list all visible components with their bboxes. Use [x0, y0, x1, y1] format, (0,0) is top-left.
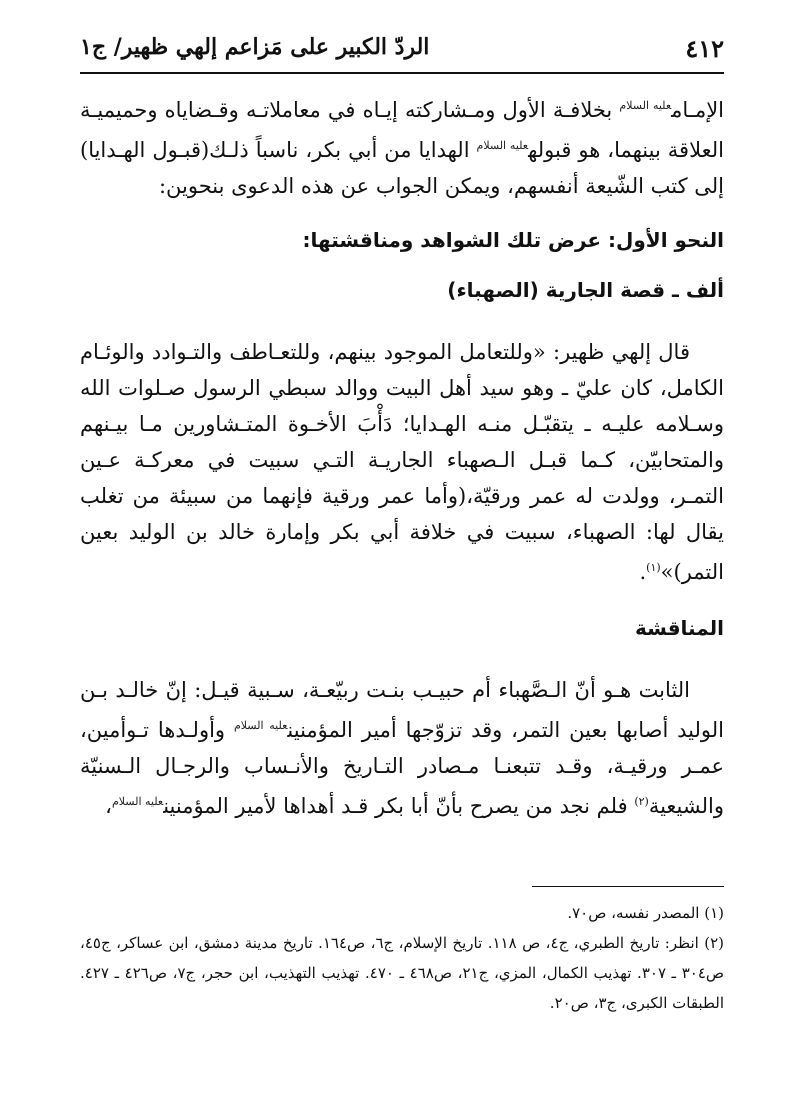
subheading-slave-girl-story — [80, 272, 724, 308]
page-header — [80, 30, 724, 74]
footnote-divider — [532, 886, 724, 887]
heading1-main: النحو الأول — [616, 228, 724, 252]
heading2-main: ألف ـ قصة الجارية — [545, 278, 724, 302]
heading1-rest: : عرض تلك الشواهد ومناقشتها: — [302, 228, 617, 252]
body-text — [80, 88, 724, 824]
answer-text-1: الثابت هـو أنّ الـصَّهباء أم حبيـب بنـت ربيّعـة، سـبية قيـل: إنّ خالـد بـن الوليد أصابها بعين التمر، وقد تزوّجها أمير المؤمنين — [80, 678, 724, 742]
intro-text-2: بخلافـة الأول ومـشاركته إيـاه في معاملاتـه وقـضاياه وحميميـة العلاقة بينهما، هو قبوله — [80, 98, 724, 162]
honorific-icon: عليه السلام — [111, 795, 164, 808]
section-heading-first-approach — [80, 222, 724, 258]
quote-text: قال إلهي ظهير: «وللتعامل الموجود بينهم، وللتعـاطف والتـوادد والوئـام الكامل، كان عليّ ـ وهو سيد أهل البيت ووالد سبطي الرسول صـلوات الله وسـلامه عليـه ـ يتقبّـل منـه الهـدايا؛ دَأْبَ الأخـوة المتـشاورين مـا بيـنهم والمتحابيّن، كـما قبـل الـصهباء الجاريـة التـي سبيت في معركـة عـين التمـر، وولدت له عمر ورقيّة،(وأما عمر ورقية فإنهما من سبيئة من تغلب يقال لها: الصهباء، سبيت في خلافة أبي بكر وإمارة خالد بن الوليد بعين التمر)» — [80, 340, 724, 584]
honorific-icon: عليه السلام — [476, 139, 529, 152]
heading2-paren: (الصهباء) — [447, 278, 546, 302]
footnote-ref-1[interactable]: (١) — [646, 561, 661, 574]
footnotes — [80, 898, 724, 1018]
page-number: ٤١٢ — [685, 34, 724, 63]
honorific-icon: عليه السلام — [619, 99, 672, 112]
answer-text-2: وأولـدها تـوأمين، عمـر ورقيـة، وقـد تتبعنـا مـصادر التـاريخ والأنـساب والرجـال الـسنيّة والشيعية — [80, 718, 724, 818]
answer-text-3: فلم نجد من يصرح بأنّ أبا بكر قـد أهداها لأمير المؤمنين — [163, 794, 635, 818]
intro-text-1: الإمـام — [671, 98, 724, 122]
paragraph-quote: قال إلهي ظهير: «وللتعامل الموجود بينهم، وللتعـاطف والتـوادد والوئـام الكامل، كان عليّ ـ وهو سيد أهل البيت ووالد سبطي الرسول صـلوات الله وسـلامه عليـه ـ يتقبّـل منـه الهـدايا؛ دَأْبَ الأخـوة المتـشاورين مـا بيـنهم والمتحابيّن، كـما قبـل الـصهباء الجاريـة التـي سبيت في معركـة عـين التمـر، وولدت له عمر ورقيّة،(وأما عمر ورقية فإنهما من سبيئة من تغلب يقال لها: الصهباء، سبيت في خلافة أبي بكر وإمارة خالد بن الوليد بعين التمر)»$^{(١)}$. — [80, 340, 724, 584]
footnote-2: (٢) انظر: تاريخ الطبري، ج٤، ص ١١٨. تاريخ الإسلام، ج٦، ص١٦٤. تاريخ مدينة دمشق، ابن عساكر، ج٤٥، ص٣٠٤ ـ ٣٠٧. تهذيب الكمال، المزي، ج٢١، ص٤٦٨ ـ ٤٧٠. تهذيب التهذيب، ابن حجر، ج٧، ص٤٢٦ ـ ٤٢٧. الطبقات الكبرى، ج٣، ص٢٠. — [80, 934, 725, 1012]
intro-text-3: الهدايا من أبي بكر، ناسباً ذلـك(قبـول الهـدايا) إلى كتب الشّيعة أنفسهم، ويمكن الجواب عن هذه الدعوى بنحوين: — [80, 138, 724, 198]
paragraph-intro — [80, 88, 724, 204]
footnote-ref-2[interactable]: (٢) — [634, 795, 649, 808]
footnote-1: (١) المصدر نفسه، ص٧٠. — [567, 904, 724, 922]
subheading-discussion: المناقشة — [634, 616, 724, 640]
answer-text-4: ، — [105, 794, 112, 818]
running-title: الردّ الكبير على مَزاعم إلهي ظهير/ ج١ — [80, 34, 430, 60]
honorific-icon: عليه السلام — [233, 719, 288, 732]
paragraph-answer — [80, 672, 724, 824]
